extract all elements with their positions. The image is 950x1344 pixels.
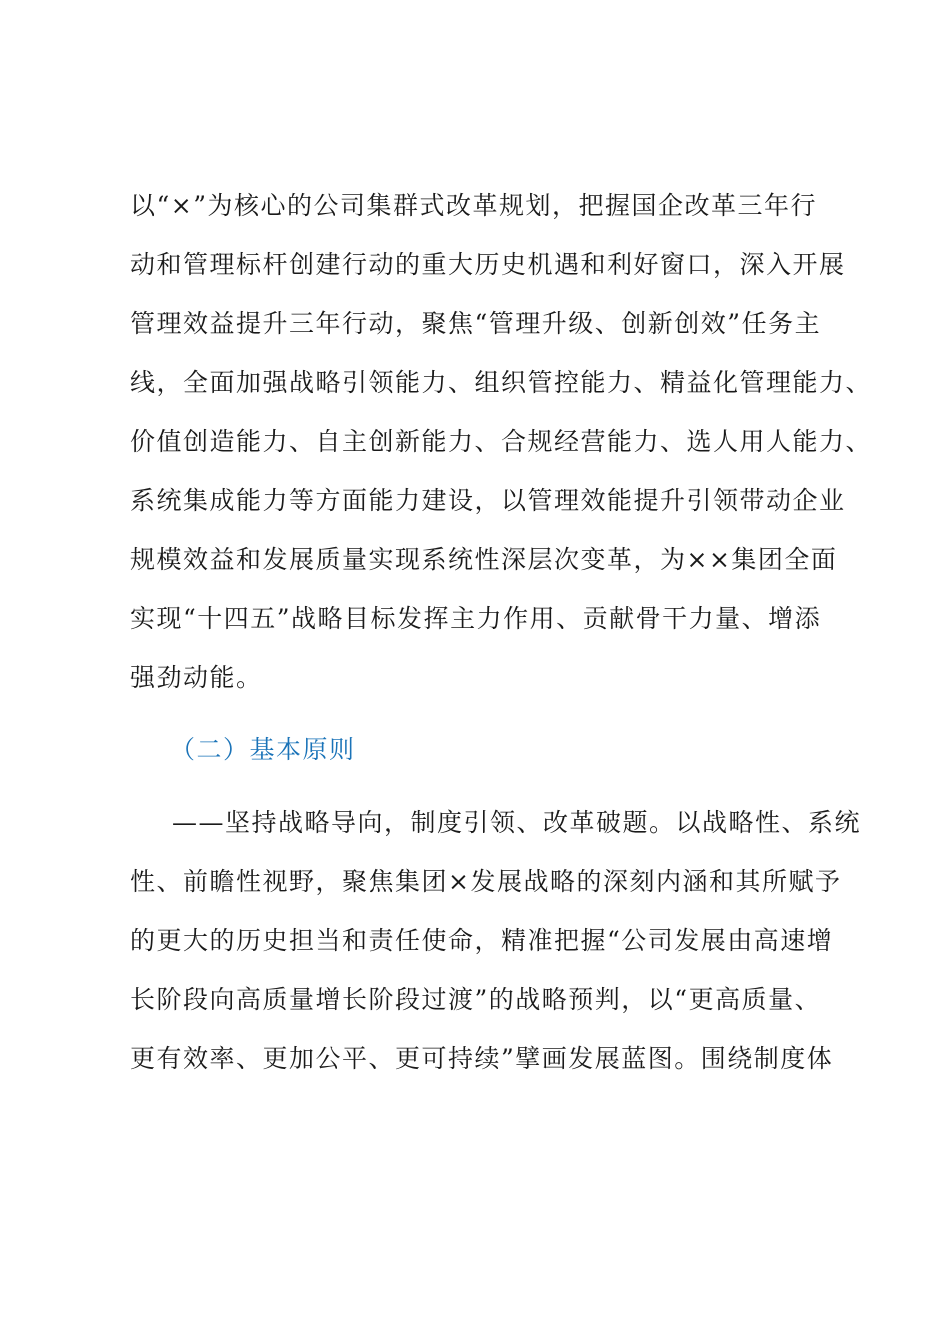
section-heading: （二）基本原则 [170, 735, 356, 764]
paragraph-2-line-2: 性、前瞻性视野，聚焦集团×发展战略的深刻内涵和其所赋予 [130, 867, 842, 896]
paragraph-2-line-4: 长阶段向高质量增长阶段过渡”的战略预判，以“更高质量、 [130, 985, 822, 1014]
paragraph-1-line-7: 规模效益和发展质量实现系统性深层次变革，为××集团全面 [130, 545, 838, 574]
paragraph-2-line-5: 更有效率、更加公平、更可持续”擘画发展蓝图。围绕制度体 [130, 1044, 834, 1073]
paragraph-1-line-1: 以“×”为核心的公司集群式改革规划，把握国企改革三年行 [130, 191, 818, 220]
paragraph-1-line-8: 实现“十四五”战略目标发挥主力作用、贡献骨干力量、增添 [130, 604, 822, 633]
paragraph-1-line-2: 动和管理标杆创建行动的重大历史机遇和利好窗口，深入开展 [130, 250, 846, 279]
paragraph-2-line-1: ——坚持战略导向，制度引领、改革破题。以战略性、系统 [172, 808, 862, 837]
paragraph-2-line-3: 的更大的历史担当和责任使命，精准把握“公司发展由高速增 [130, 926, 834, 955]
paragraph-1-line-4: 线，全面加强战略引领能力、组织管控能力、精益化管理能力、 [130, 368, 873, 397]
paragraph-1-line-9: 强劲动能。 [130, 663, 263, 692]
paragraph-1-line-5: 价值创造能力、自主创新能力、合规经营能力、选人用人能力、 [130, 427, 873, 456]
paragraph-1-line-3: 管理效益提升三年行动，聚焦“管理升级、创新创效”任务主 [130, 309, 822, 338]
paragraph-1-line-6: 系统集成能力等方面能力建设，以管理效能提升引领带动企业 [130, 486, 846, 515]
